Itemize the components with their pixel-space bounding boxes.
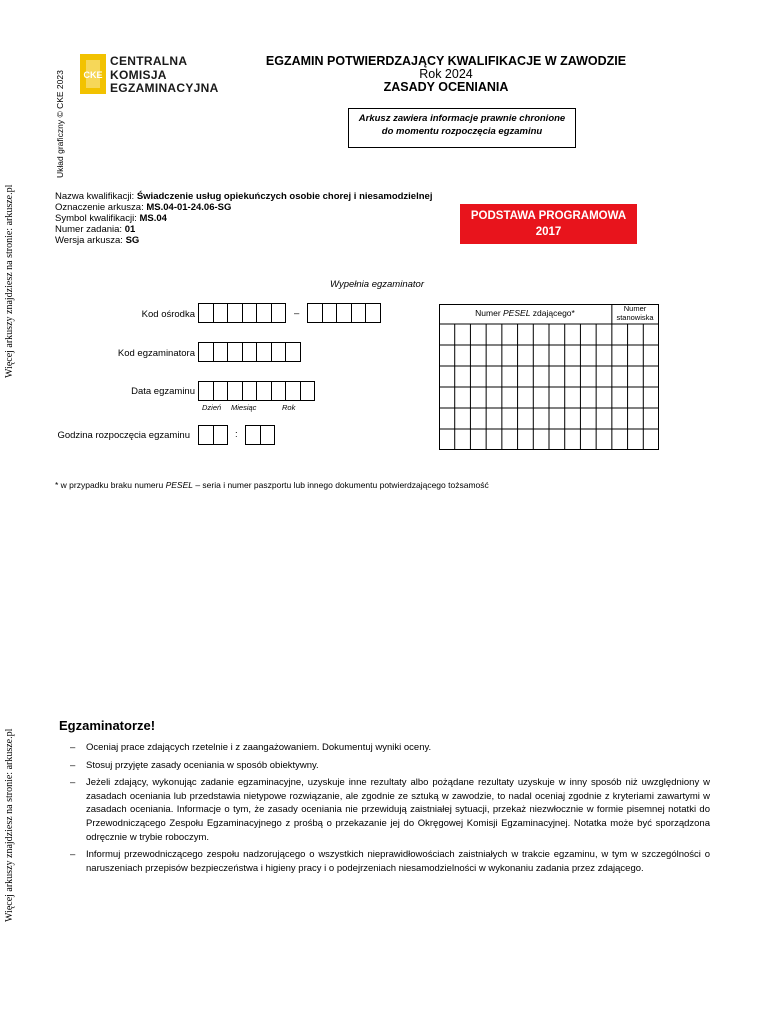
logo-line-2: KOMISJA <box>110 67 167 82</box>
pesel-grid[interactable] <box>439 304 659 450</box>
start-hour-boxes[interactable] <box>198 425 227 445</box>
rule-item <box>70 741 710 755</box>
pesel-label <box>440 308 610 318</box>
version-value: SG <box>125 235 140 246</box>
station-label-line-2: stanowiska <box>616 313 654 322</box>
symbol-value: MS.04 <box>139 213 167 224</box>
side-note-bottom: Więcej arkuszy znajdziesz na stronie: arkusze.pl <box>4 728 15 922</box>
sheet-value: MS.04-01-24.06-SG <box>146 202 232 213</box>
examiner-code-boxes[interactable] <box>198 342 300 362</box>
logo-line-1: CENTRALNA <box>110 54 188 68</box>
qualification-value: Świadczenie usług opiekuńczych osobie chorej i niesamodzielnej <box>136 191 433 202</box>
logo-text <box>110 55 219 96</box>
station-label <box>611 304 659 322</box>
version-label: Wersja arkusza: <box>55 235 126 246</box>
rule-item <box>70 759 710 773</box>
footnote-italic: PESEL <box>165 480 193 490</box>
exam-date-label: Data egzaminu <box>131 386 195 397</box>
pesel-label-prefix: Numer <box>475 308 504 318</box>
grading-title: ZASADY OCENIANIA <box>383 80 509 94</box>
station-label-line-1: Numer <box>623 304 647 313</box>
filled-by-label: Wypełnia egzaminator <box>330 279 424 290</box>
rule-item <box>70 776 710 844</box>
sheet-label: Oznaczenie arkusza: <box>55 202 147 213</box>
center-code-label: Kod ośrodka <box>141 309 195 320</box>
rule-dash: – <box>70 777 76 789</box>
examiner-heading: Egzaminatorze! <box>59 718 156 733</box>
time-separator: : <box>235 429 238 440</box>
cke-logo-icon <box>80 54 106 94</box>
month-label: Miesiąc <box>231 403 257 412</box>
protected-line-1: Arkusz zawiera informacje prawnie chronione <box>358 113 566 124</box>
protected-line-2: do momentu rozpoczęcia egzaminu <box>381 126 543 137</box>
exam-title: EGZAMIN POTWIERDZAJĄCY KWALIFIKACJE W ZAWODZIE <box>265 54 627 68</box>
footnote-prefix: * w przypadku braku numeru <box>55 480 166 490</box>
start-time-label: Godzina rozpoczęcia egzaminu <box>57 430 190 441</box>
pesel-footnote <box>55 480 489 490</box>
rule-text: Oceniaj prace zdających rzetelnie i z zaangażowaniem. Dokumentuj wyniki oceny. <box>86 742 432 753</box>
year-label: Rok <box>282 403 296 412</box>
rule-text: Informuj przewodniczącego zespołu nadzorującego o wszystkich nieprawidłowościach zaistniałych w trakcie egzaminu, w tym w szczególności o naruszeniach przepisów bezpieczeństwa i higieny pracy i o podejrzeniach niesamodzielności w wykonaniu zadania przez zdającego. <box>86 849 710 874</box>
rule-item <box>70 848 710 875</box>
exam-date-boxes[interactable] <box>198 381 314 401</box>
examiner-rules-list <box>70 741 710 879</box>
program-line-1: PODSTAWA PROGRAMOWA <box>470 210 627 222</box>
pesel-label-suffix: zdającego* <box>530 308 575 318</box>
program-line-2: 2017 <box>535 226 562 238</box>
center-code-boxes-b[interactable] <box>307 303 380 323</box>
footnote-suffix: – seria i numer paszportu lub innego dokumentu potwierdzającego tożsamość <box>192 480 489 490</box>
program-badge <box>460 204 637 244</box>
logo-mark-text: CKE <box>83 70 103 80</box>
examiner-code-label: Kod egzaminatora <box>117 348 195 359</box>
exam-year: Rok 2024 <box>419 67 473 81</box>
sheet-meta <box>55 191 432 246</box>
pesel-label-italic: PESEL <box>503 308 531 318</box>
rule-text: Stosuj przyjęte zasady oceniania w sposób obiektywny. <box>86 759 319 771</box>
rule-dash: – <box>70 742 76 753</box>
protected-notice <box>348 108 576 148</box>
qualification-label: Nazwa kwalifikacji: <box>55 191 137 202</box>
center-code-dash: – <box>294 308 300 319</box>
task-label: Numer zadania: <box>55 224 125 235</box>
side-note-top: Więcej arkuszy znajdziesz na stronie: arkusze.pl <box>4 184 15 378</box>
layout-copyright: Układ graficzny © CKE 2023 <box>55 70 65 178</box>
start-minute-boxes[interactable] <box>245 425 274 445</box>
day-label: Dzień <box>202 403 222 412</box>
rule-dash: – <box>70 759 76 771</box>
logo-line-3: EGZAMINACYJNA <box>110 81 219 95</box>
center-code-boxes-a[interactable] <box>198 303 285 323</box>
rule-dash: – <box>70 849 76 861</box>
task-value: 01 <box>124 224 136 235</box>
symbol-label: Symbol kwalifikacji: <box>55 213 140 224</box>
rule-text: Jeżeli zdający, wykonując zadanie egzaminacyjne, uzyskuje inne rezultaty albo pożądane rezultaty uzyskuje w inny sposób niż uwzględniony w zasadach oceniania lub przedstawia nietypowe rozwiązanie, ale zgodnie ze sztuką w zawodzie, to nadal oceniaj zgodnie z kryteriami zawartymi w zasadach oceniania. Informacje o tym, że zasady oceniania nie przewidują zaistniałej sytuacji, przekaż niezwłocznie w formie pisemnej notatki do Przewodniczącego Zespołu Egzaminacyjnego z prośbą o przekazanie jej do Okręgowej Komisji Egzaminacyjnej. Notatka może być sporządzona odręcznie w trybie roboczym. <box>86 777 710 843</box>
